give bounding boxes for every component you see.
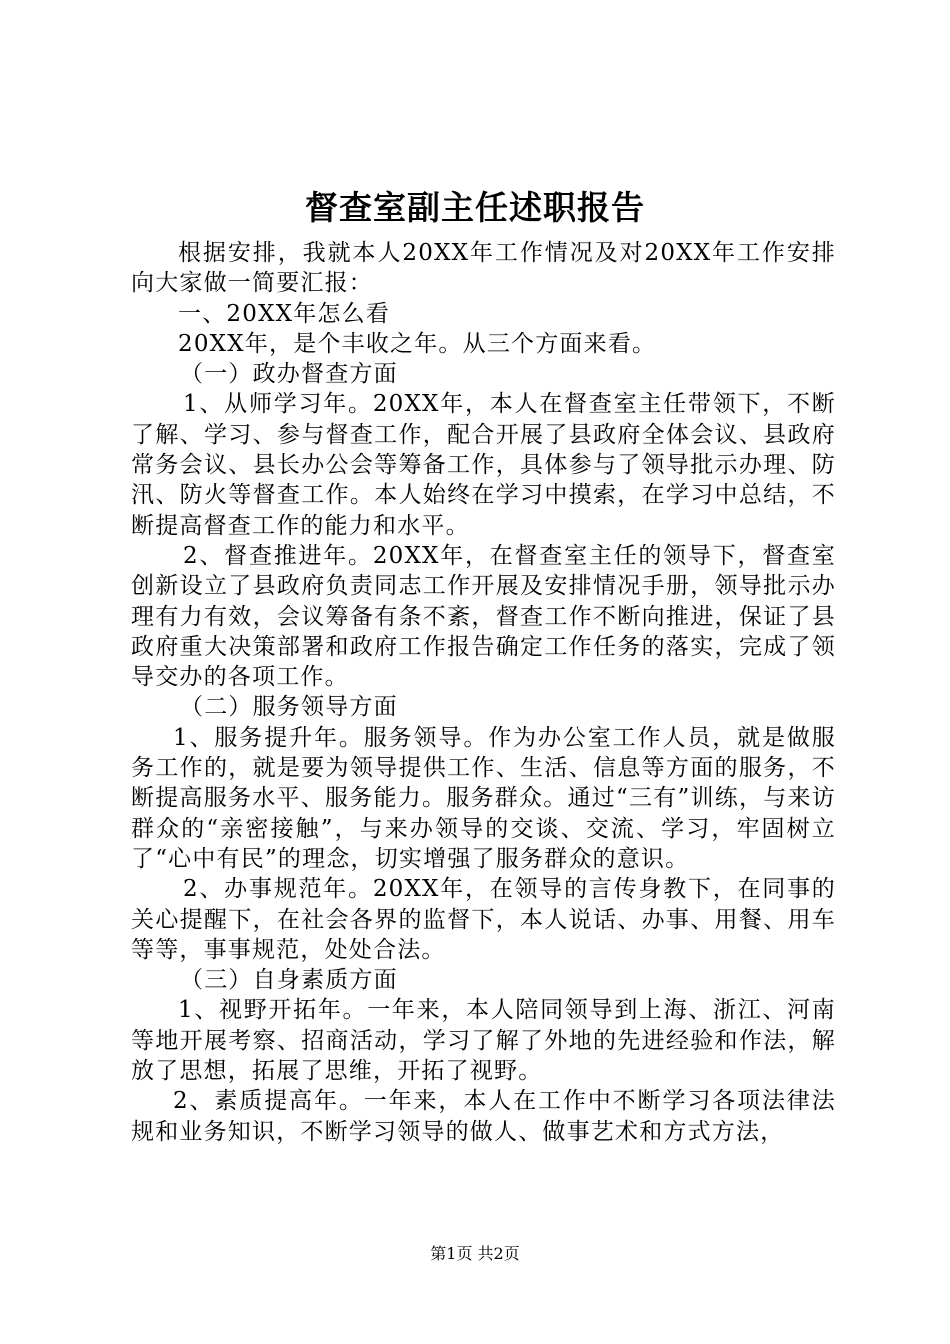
subheading-1: （一）政办督查方面	[180, 361, 398, 388]
subheading-3: （三）自身素质方面	[180, 967, 398, 994]
subheading-2: （二）服务领导方面	[180, 694, 398, 721]
paragraph-2-1: 1、服务提升年。服务领导。作为办公室工作人员，就是做服务工作的，就是要为领导提供工作、生活、信息等方面的服务，不断提高服务水平、服务能力。服务群众。通过“三有”训练，与来访群众的“亲密接触”，与来办领导的交谈、交流、学习，牢固树立了“心中有民”的理念，切实增强了服务群众的意识。	[131, 724, 836, 872]
paragraph-2-2: 2、办事规范年。20XX年，在领导的言传身教下，在同事的关心提醒下，在社会各界的监督下，本人说话、办事、用餐、用车等等，事事规范，处处合法。	[131, 876, 836, 963]
document-title: 督查室副主任述职报告	[305, 188, 645, 227]
document-body	[131, 238, 836, 1147]
paragraph-3-1: 1、视野开拓年。一年来，本人陪同领导到上海、浙江、河南等地开展考察、招商活动，学习了解了外地的先进经验和作法，解放了思想，拓展了思维，开拓了视野。	[131, 997, 836, 1085]
paragraph-1-2: 2、督查推进年。20XX年，在督查室主任的领导下，督查室创新设立了县政府负责同志工作开展及安排情况手册，领导批示办理有力有效，会议筹备有条不紊，督查工作不断向推进，保证了县政府重大决策部署和政府工作报告确定工作任务的落实，完成了领导交办的各项工作。	[131, 542, 836, 691]
page-footer: 第1页 共2页	[430, 1244, 520, 1263]
paragraph-summary: 20XX年，是个丰收之年。从三个方面来看。	[178, 330, 657, 357]
heading-section-1: 一、20XX年怎么看	[178, 300, 391, 327]
paragraph-1-1: 1、从师学习年。20XX年，本人在督查室主任带领下，不断了解、学习、参与督查工作，配合开展了县政府全体会议、县政府常务会议、县长办公会等筹备工作，具体参与了领导批示办理、防汛、防火等督查工作。本人始终在学习中摸索，在学习中总结，不断提高督查工作的能力和水平。	[131, 391, 836, 539]
paragraph-3-2: 2、素质提高年。一年来，本人在工作中不断学习各项法律法规和业务知识，不断学习领导的做人、做事艺术和方式方法，	[131, 1088, 836, 1145]
paragraph-intro: 根据安排，我就本人20XX年工作情况及对20XX年工作安排向大家做一简要汇报：	[131, 240, 836, 297]
